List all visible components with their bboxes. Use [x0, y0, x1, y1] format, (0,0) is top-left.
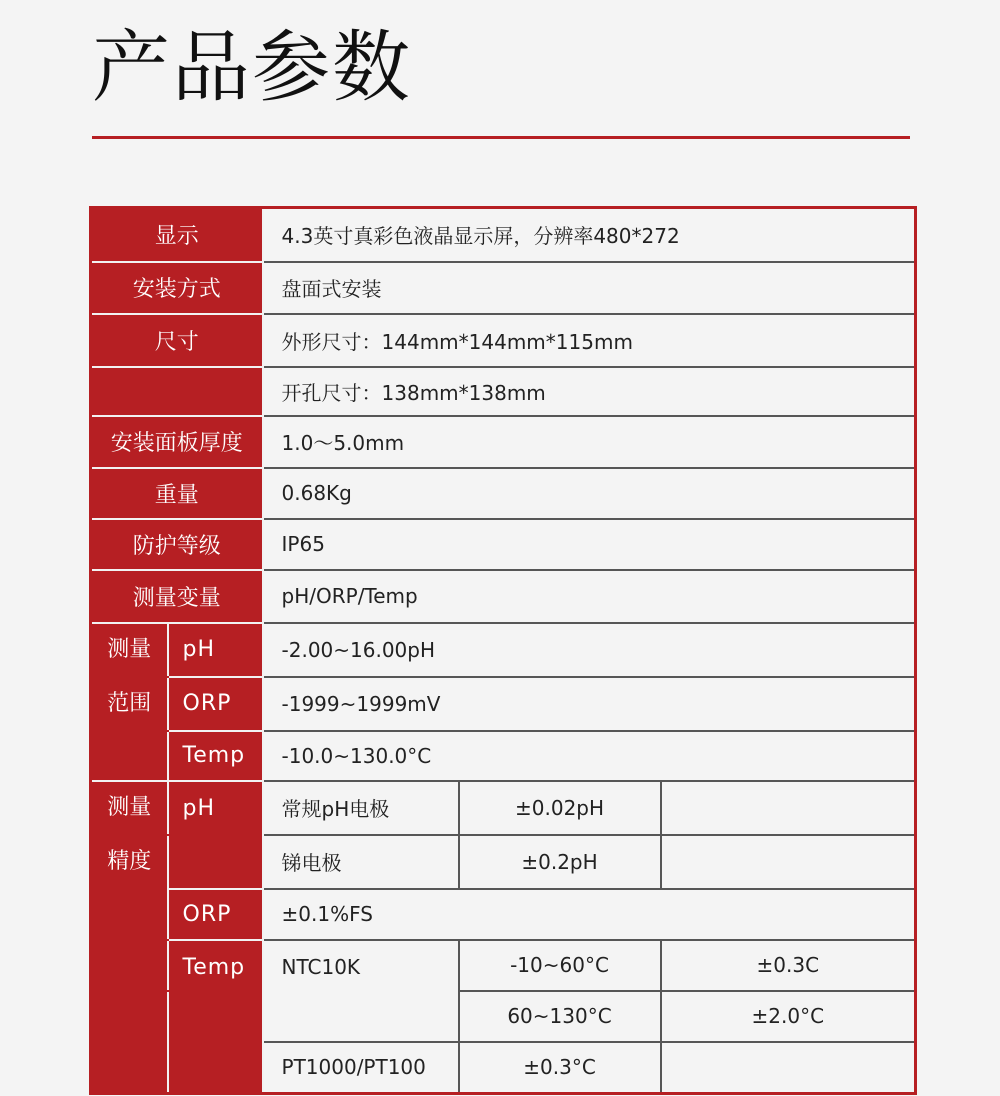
- spec-value-weight: 0.68Kg: [263, 468, 916, 519]
- spec-row-accuracy-orp: [91, 889, 916, 940]
- accuracy-sensor-pt: PT1000/PT100: [263, 1042, 459, 1094]
- range-value-orp: -1999~1999mV: [263, 677, 916, 731]
- spec-label-protection: 防护等级: [91, 519, 263, 570]
- accuracy-value-orp: ±0.1%FS: [263, 889, 916, 940]
- range-value-ph: -2.00~16.00pH: [263, 623, 916, 677]
- spec-label-empty: [91, 367, 263, 416]
- accuracy-value-pt: ±0.3°C: [459, 1042, 661, 1094]
- spec-value-install-method: 盘面式安装: [263, 262, 916, 314]
- spec-row-weight: [91, 468, 916, 519]
- spec-row-variables: [91, 570, 916, 623]
- accuracy-empty-1: [661, 781, 916, 835]
- spec-label-install-method: 安装方式: [91, 262, 263, 314]
- spec-label-display: 显示: [91, 208, 263, 262]
- accuracy-sensor-ntc: NTC10K: [263, 940, 459, 1042]
- accuracy-group-label-line2: 精度: [107, 848, 152, 874]
- spec-label-size: 尺寸: [91, 314, 263, 367]
- accuracy-range-ntc-2: 60~130°C: [459, 991, 661, 1042]
- accuracy-sub-orp: ORP: [168, 889, 263, 940]
- spec-row-install-method: [91, 262, 916, 314]
- spec-value-size-cutout: 开孔尺寸：138mm*138mm: [263, 367, 916, 416]
- spec-row-panel-thickness: [91, 416, 916, 468]
- range-group-label-bottom: [91, 677, 168, 731]
- spec-row-range-orp: [91, 677, 916, 731]
- spec-value-protection: IP65: [263, 519, 916, 570]
- accuracy-range-ntc-1: -10~60°C: [459, 940, 661, 991]
- spec-row-display: [91, 208, 916, 262]
- accuracy-group-filler-3: [91, 991, 168, 1042]
- accuracy-electrode-2: 锑电极: [263, 835, 459, 889]
- accuracy-group-label-bottom: [91, 835, 168, 889]
- accuracy-group-filler-4: [91, 1042, 168, 1094]
- range-group-label-line1: 测量: [107, 636, 152, 662]
- spec-row-protection: [91, 519, 916, 570]
- spec-row-accuracy-ph-1: [91, 781, 916, 835]
- accuracy-value-ntc-1: ±0.3C: [661, 940, 916, 991]
- accuracy-value-ph-2: ±0.2pH: [459, 835, 661, 889]
- spec-value-display: 4.3英寸真彩色液晶显示屏，分辨率480*272: [263, 208, 916, 262]
- spec-label-weight: 重量: [91, 468, 263, 519]
- spec-row-accuracy-temp-1: [91, 940, 916, 991]
- accuracy-sub-ph: pH: [168, 781, 263, 889]
- accuracy-group-label-top: [91, 781, 168, 835]
- title-divider: [92, 136, 910, 139]
- spec-label-variables: 测量变量: [91, 570, 263, 623]
- accuracy-group-filler-1: [91, 889, 168, 940]
- accuracy-group-filler-2: [91, 940, 168, 991]
- accuracy-value-ph-1: ±0.02pH: [459, 781, 661, 835]
- range-sub-temp: Temp: [168, 731, 263, 781]
- accuracy-sub-temp: Temp: [168, 940, 263, 1094]
- spec-label-panel-thickness: 安装面板厚度: [91, 416, 263, 468]
- accuracy-empty-3: [661, 1042, 916, 1094]
- spec-row-size-outer: [91, 314, 916, 367]
- accuracy-empty-2: [661, 835, 916, 889]
- range-value-temp: -10.0~130.0°C: [263, 731, 916, 781]
- spec-row-range-ph: [91, 623, 916, 677]
- accuracy-group-label-line1: 测量: [107, 794, 152, 820]
- spec-value-panel-thickness: 1.0～5.0mm: [263, 416, 916, 468]
- page-title: 产品参数: [92, 23, 413, 113]
- range-group-label-top: [91, 623, 168, 677]
- accuracy-electrode-1: 常规pH电极: [263, 781, 459, 835]
- accuracy-value-ntc-2: ±2.0°C: [661, 991, 916, 1042]
- range-sub-orp: ORP: [168, 677, 263, 731]
- range-group-filler: [91, 731, 168, 781]
- spec-table: [89, 206, 917, 1095]
- range-group-label-line2: 范围: [107, 690, 152, 716]
- range-sub-ph: pH: [168, 623, 263, 677]
- spec-row-size-cutout: [91, 367, 916, 416]
- spec-value-size-outer: 外形尺寸：144mm*144mm*115mm: [263, 314, 916, 367]
- spec-value-variables: pH/ORP/Temp: [263, 570, 916, 623]
- spec-row-range-temp: [91, 731, 916, 781]
